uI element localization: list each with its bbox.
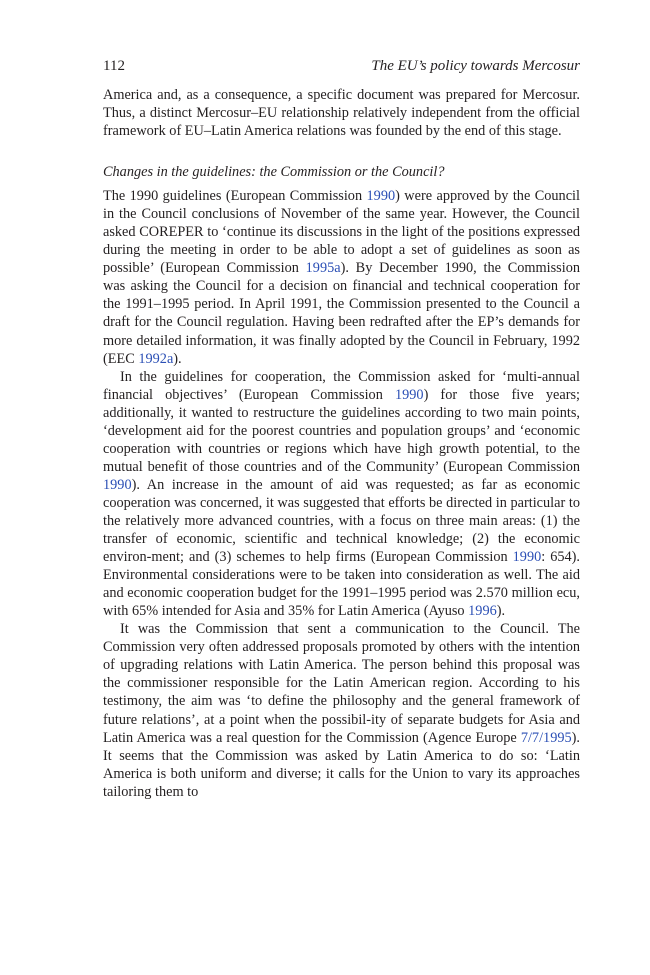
citation-link[interactable]: 1990	[103, 476, 132, 493]
text-run: ) for those five years; additionally, it wanted to restructure the guidelines according to two main points, ‘development aid for the poorest countries and population groups’ and ‘economic cooperation with countries or regions which have high growth potential, to the mutual benefit of those countries and of the Community’ (European Commission	[103, 386, 580, 475]
citation-link[interactable]: 1995a	[305, 260, 341, 277]
paragraph-2	[103, 368, 580, 621]
citation-link[interactable]: 1996	[468, 603, 497, 620]
text-run: : 654). Environmental considerations were to be taken into consideration as well. The aid and economic cooperation budget for the 1991–1995 period was 2.570 million ecu, with 65% intended for Asia and 35% for Latin America (Ayuso	[103, 549, 581, 620]
intro-paragraph: America and, as a consequence, a specific document was prepared for Mercosur. Thus, a distinct Mercosur–EU relationship relatively independent from the official framework of EU–Latin America relations was founded by the end of this stage.	[103, 87, 580, 140]
section-heading: Changes in the guidelines: the Commission or the Council?	[103, 164, 445, 181]
citation-link[interactable]: 1990	[512, 549, 542, 566]
section-gap	[103, 140, 580, 163]
text-run: It was the Commission that sent a communication to the Council. The Commission very often addressed proposals promoted by others with the intention of upgrading relations with Latin America. The person behind this proposal was the commissioner responsible for the Latin American region. According to his testimony, the aim was ‘to define the philosophy and the general framework of future relations’, at a point when the possibil-ity of separate budgets for Asia and Latin America was a real question for the Commission (Agence Europe	[103, 621, 580, 746]
text-run: ) were approved by the Council in the Council conclusions of November of the same year. However, the Council asked COREPER to ‘continue its discussions in the light of the positions expressed during the meeting in order to be able to adopt a set of guidelines as soon as possible’ (European Commission	[103, 188, 580, 277]
text-run: In the guidelines for cooperation, the Commission asked for ‘multi-annual financial objectives’ (European Commission	[103, 368, 580, 403]
citation-link[interactable]: 1990	[366, 188, 396, 205]
text-run: The 1990 guidelines (European Commission	[103, 188, 367, 205]
text-run: ). An increase in the amount of aid was requested; as far as economic cooperation was concerned, it was suggested that efforts be directed in particular to the relatively more advanced countries, with a focus on three main areas: (1) the transfer of economic, scientific and technical knowledge; (2) the economic environ-ment; and (3) schemes to help firms (European Commission	[103, 476, 580, 566]
running-title: The EU’s policy towards Mercosur	[371, 58, 580, 74]
book-page	[103, 52, 580, 801]
citation-link[interactable]: 7/7/1995	[520, 729, 572, 746]
text-run: ).	[496, 603, 506, 620]
citation-link[interactable]: 1992a	[138, 350, 174, 367]
text-run: ). It seems that the Commission was asked by Latin America to do so: ‘Latin America is both uniform and diverse; it calls for the Union to vary its approaches tailoring them to	[103, 729, 580, 800]
running-header	[103, 56, 580, 86]
paragraph-1	[103, 187, 580, 367]
text-run: ). By December 1990, the Commission was asking the Council for a decision on financial and technical cooperation for the 1991–1995 period. In April 1991, the Commission presented to the Council a draft for the Council regulation. Having been redrafted after the EP’s demands for more detailed information, it was finally adopted by the Council in February, 1992 (EEC	[103, 260, 580, 367]
citation-link[interactable]: 1990	[394, 386, 424, 403]
page-number: 112	[103, 58, 125, 74]
text-run: ).	[173, 350, 182, 367]
paragraph-3	[103, 620, 580, 800]
